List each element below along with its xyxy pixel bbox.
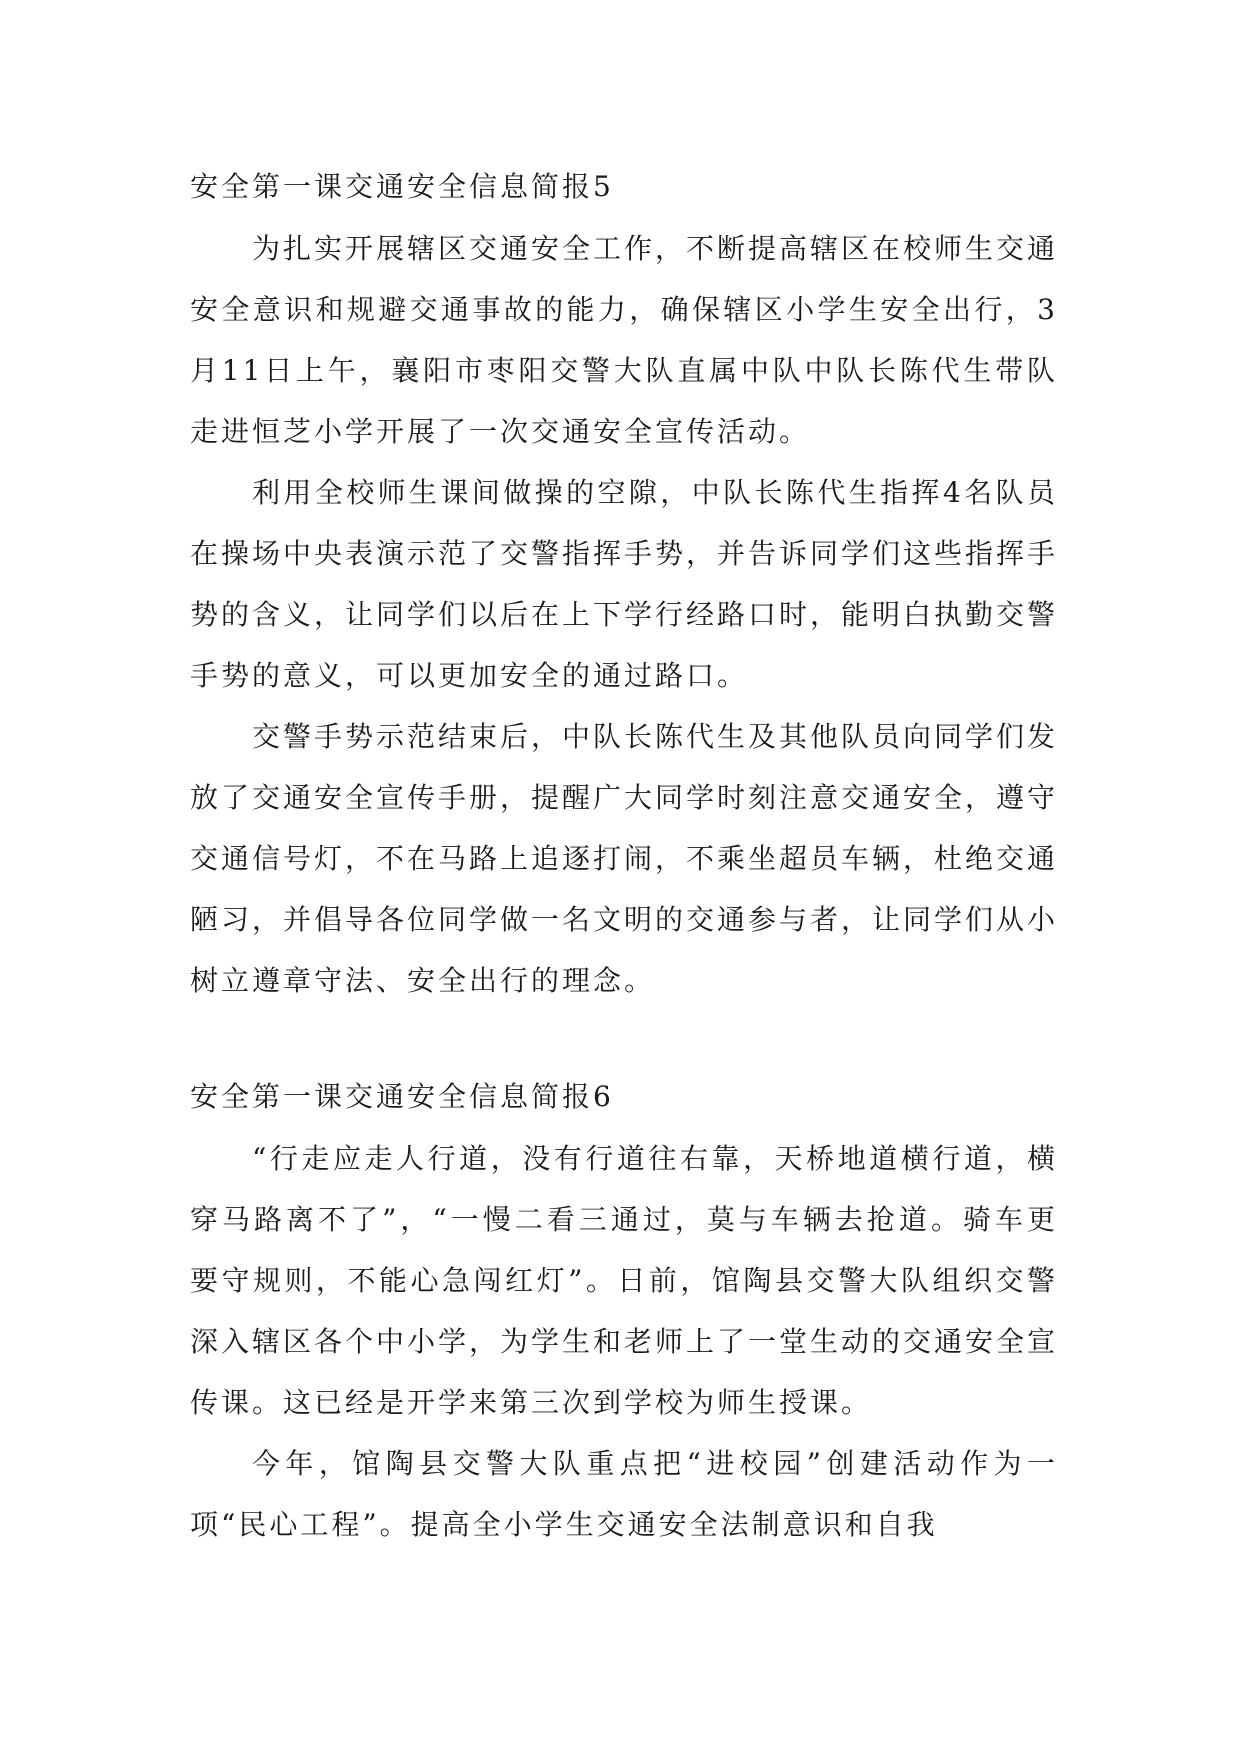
section-briefing-5: [190, 156, 1058, 1011]
paragraph: “行走应走人行道，没有行道往右靠，天桥地道横行道，横穿马路离不了”，“一慢二看三通过，莫与车辆去抢道。骑车更要守规则，不能心急闯红灯”。日前，馆陶县交警大队组织交警深入辖区各个中小学，为学生和老师上了一堂生动的交通安全宣传课。这已经是开学来第三次到学校为师生授课。: [190, 1142, 1059, 1419]
section-spacer: [190, 1011, 1058, 1066]
paragraph: 今年，馆陶县交警大队重点把“进校园”创建活动作为一项“民心工程”。提高全小学生交通安全法制意识和自我: [190, 1447, 1058, 1541]
section-title: 安全第一课交通安全信息简报5: [190, 170, 614, 203]
paragraph: 为扎实开展辖区交通安全工作，不断提高辖区在校师生交通安全意识和规避交通事故的能力，确保辖区小学生安全出行，3月11日上午，襄阳市枣阳交警大队直属中队中队长陈代生带队走进恒芝小学开展了一次交通安全宣传活动。: [190, 232, 1059, 448]
section-briefing-6: [190, 1066, 1058, 1555]
paragraph: 利用全校师生课间做操的空隙，中队长陈代生指挥4名队员在操场中央表演示范了交警指挥手势，并告诉同学们这些指挥手势的含义，让同学们以后在上下学行经路口时，能明白执勤交警手势的意义，可以更加安全的通过路口。: [190, 476, 1059, 692]
section-title: 安全第一课交通安全信息简报6: [190, 1080, 614, 1113]
paragraph: 交警手势示范结束后，中队长陈代生及其他队员向同学们发放了交通安全宣传手册，提醒广大同学时刻注意交通安全，遵守交通信号灯，不在马路上追逐打闹，不乘坐超员车辆，杜绝交通陋习，并倡导各位同学做一名文明的交通参与者，让同学们从小树立遵章守法、安全出行的理念。: [190, 720, 1059, 997]
document-body: [190, 156, 1058, 1555]
